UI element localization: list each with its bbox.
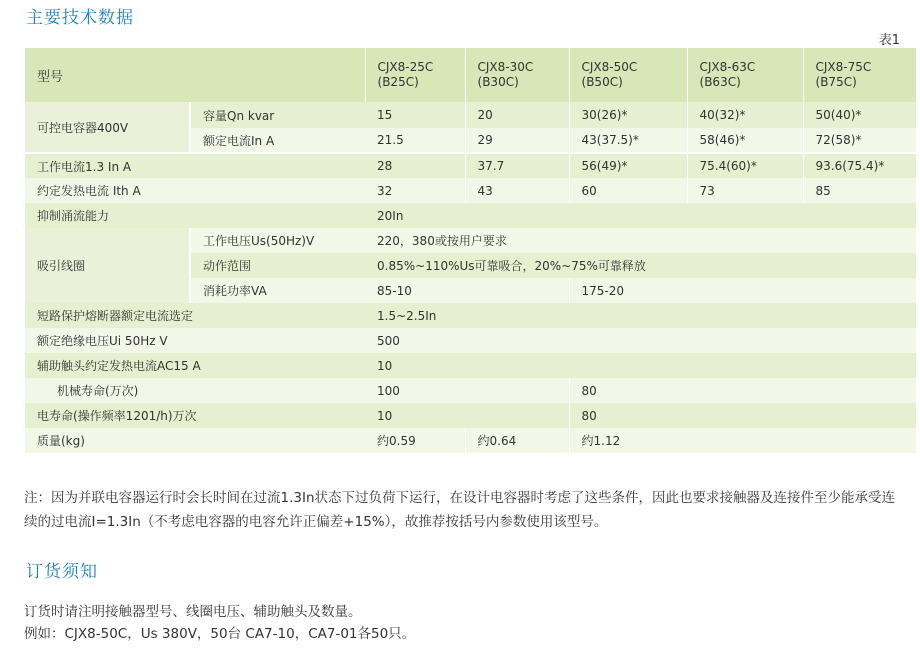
row-label-mass: 质量(kg) [25,428,365,453]
cell: 20In [365,203,916,228]
cell: 80 [569,403,916,428]
cell: 220，380或按用户要求 [365,228,916,253]
cell: 10 [365,353,916,378]
table-row [25,378,916,403]
order-line-1: 订货时请注明接触器型号、线圈电压、辅助触头及数量。 [24,604,362,620]
row-label-rated-current: 额定电流In A [190,128,365,153]
cell: 73 [687,178,803,203]
cell: 29 [465,128,569,153]
cell: 75.4(60)* [687,153,803,178]
table-row [25,428,916,453]
model-col-1: CJX8-25C (B25C) [365,48,465,102]
cell: 80 [569,378,916,403]
cell: 0.85%~110%Us可靠吸合，20%~75%可靠释放 [365,253,916,278]
row-label-aux-contact: 辅助触头约定发热电流AC15 A [25,353,365,378]
cell: 56(49)* [569,153,687,178]
cell: 93.6(75.4)* [803,153,916,178]
row-label-coil-voltage: 工作电压Us(50Hz)V [190,228,365,253]
row-label-fuse: 短路保护熔断器额定电流选定 [25,303,365,328]
table-row [25,178,916,203]
table-row [25,328,916,353]
cell: 43(37.5)* [569,128,687,153]
cell: 32 [365,178,465,203]
table-label: 表1 [878,33,900,48]
row-label-coil-range: 动作范围 [190,253,365,278]
cell: 85 [803,178,916,203]
row-label-insulation: 额定绝缘电压Ui 50Hz V [25,328,365,353]
cell: 40(32)* [687,102,803,128]
cell: 85-10 [365,278,569,303]
table-row [25,228,916,253]
row-label-mech-life: 机械寿命(万次) [25,378,365,403]
cell: 10 [365,403,569,428]
cell: 60 [569,178,687,203]
cell: 500 [365,328,916,353]
model-col-2: CJX8-30C (B30C) [465,48,569,102]
row-label-capacity: 容量Qn kvar [190,102,365,128]
cell: 58(46)* [687,128,803,153]
section-title: 主要技术数据 [26,8,134,28]
table-row [25,403,916,428]
table-row [25,102,916,128]
cell: 15 [365,102,465,128]
cell: 28 [365,153,465,178]
spec-table [25,48,916,453]
row-label-coil-power: 消耗功率VA [190,278,365,303]
header-model-label: 型号 [25,48,365,102]
row-label-elec-life: 电寿命(操作频率1201/h)万次 [25,403,365,428]
cell: 约1.12 [569,428,916,453]
order-title: 订货须知 [26,562,98,582]
model-col-5: CJX8-75C (B75C) [803,48,916,102]
cell: 约0.59 [365,428,465,453]
row-label-thermal-current: 约定发热电流 Ith A [25,178,365,203]
footnote: 注：因为并联电容器运行时会长时间在过流1.3In状态下过负荷下运行，在设计电容器时考虑了这些条件，因此也要求接触器及连接件至少能承受连续的过电流I=1.3In（不考虑电容器的电容允许正偏差+15%），故推荐按括号内参数使用该型号。 [24,490,896,530]
table-row [25,203,916,228]
order-notes [24,601,415,645]
header-row [25,48,916,102]
cell: 175-20 [569,278,916,303]
cell: 37.7 [465,153,569,178]
model-col-3: CJX8-50C (B50C) [569,48,687,102]
table-row [25,353,916,378]
cell: 30(26)* [569,102,687,128]
row-label-coil: 吸引线圈 [25,228,190,303]
model-col-4: CJX8-63C (B63C) [687,48,803,102]
cell: 21.5 [365,128,465,153]
cell: 50(40)* [803,102,916,128]
table-row [25,303,916,328]
cell: 72(58)* [803,128,916,153]
cell: 20 [465,102,569,128]
cell: 1.5~2.5In [365,303,916,328]
cell: 43 [465,178,569,203]
order-line-2: 例如：CJX8-50C，Us 380V，50台 CA7-10，CA7-01各50只。 [24,626,416,642]
row-label-capacitor: 可控电容器400V [25,102,190,153]
row-label-working-current: 工作电流1.3 In A [25,153,365,178]
cell: 约0.64 [465,428,569,453]
row-label-inrush: 抑制涌流能力 [25,203,365,228]
cell: 100 [365,378,569,403]
table-row [25,153,916,178]
